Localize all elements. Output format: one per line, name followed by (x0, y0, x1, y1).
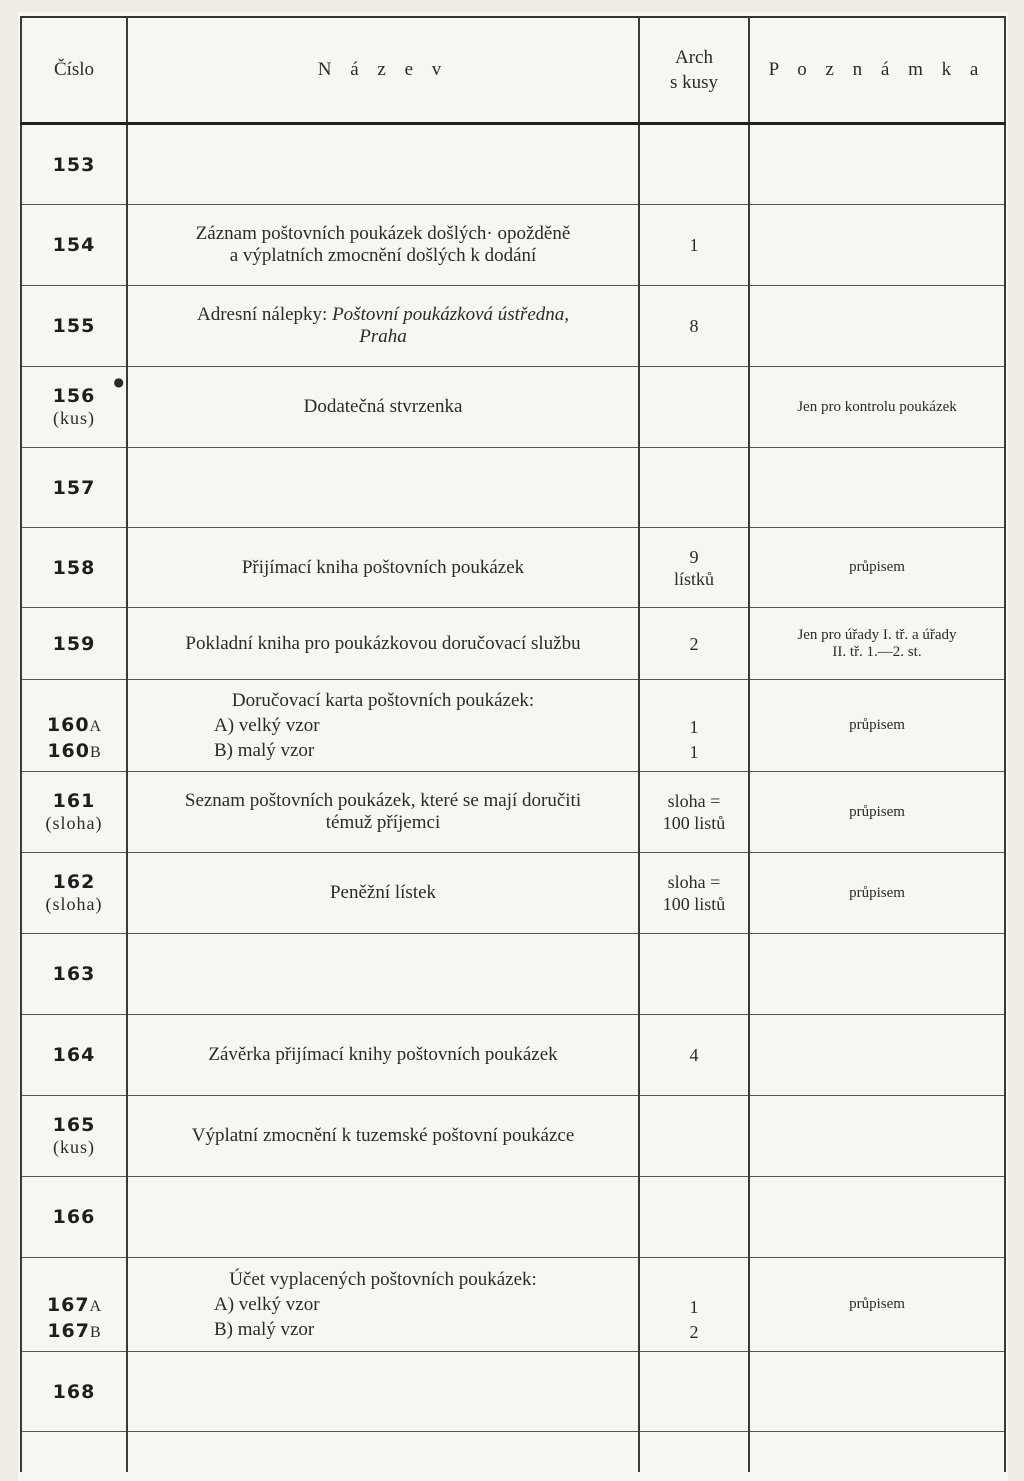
row-arch-cell (639, 772, 749, 853)
table-row (21, 528, 1005, 608)
table-row (21, 205, 1005, 286)
bullet-marker-icon: ● (113, 375, 124, 389)
row-arch-cell (639, 1096, 749, 1177)
row-number-cell (21, 367, 127, 448)
header-poznamka: P o z n á m k a (749, 17, 1005, 124)
form-title-line: Seznam poštovních poukázek, které se mají doručiti (184, 790, 582, 811)
row-title-cell: Dodatečná stvrzenka (127, 367, 639, 448)
table-row (21, 367, 1005, 448)
row-number-cell (21, 680, 127, 772)
header-arch (639, 17, 749, 124)
row-arch-cell (639, 853, 749, 934)
row-arch-cell (639, 1352, 749, 1432)
table-row (21, 608, 1005, 680)
row-arch-cell: 1 (639, 205, 749, 286)
form-number: 155 (52, 315, 96, 337)
form-title-heading: Účet vyplacených poštovních poukázek: (229, 1269, 537, 1290)
form-unit: (sloha) (45, 894, 103, 914)
form-number-line (22, 713, 126, 739)
form-variant-title: B) malý vzor (214, 1319, 315, 1340)
note-line: Jen pro úřady I. tř. a úřady (797, 626, 957, 643)
form-number: 154 (52, 234, 96, 256)
form-number: 161 (52, 790, 96, 812)
row-number-cell (21, 1015, 127, 1096)
form-unit: (kus) (53, 1137, 95, 1157)
row-number-cell (21, 205, 127, 286)
table-row (21, 286, 1005, 367)
form-variant: B (90, 744, 101, 761)
row-title-cell (127, 1258, 639, 1352)
row-note-cell (749, 1177, 1005, 1258)
form-variant-title: A) velký vzor (214, 715, 320, 736)
row-number-cell (21, 772, 127, 853)
row-number-cell (21, 853, 127, 934)
form-number: 156 (52, 385, 96, 407)
form-variant: B (90, 1324, 101, 1341)
form-number: 153 (52, 153, 96, 176)
form-number: 165 (52, 1114, 96, 1136)
table-row (21, 448, 1005, 528)
arch-value: 1 (689, 1297, 699, 1317)
row-title-cell (127, 680, 639, 772)
forms-table (20, 16, 1006, 1472)
form-unit: (sloha) (45, 813, 103, 833)
table-row (21, 1177, 1005, 1258)
row-number-cell (21, 448, 127, 528)
row-note-cell (749, 1096, 1005, 1177)
table-row (21, 1432, 1005, 1472)
form-number: 167 (46, 1294, 90, 1316)
arch-line: 100 listů (662, 813, 726, 833)
row-title-cell (127, 448, 639, 528)
form-unit: (kus) (53, 408, 95, 428)
row-arch-cell (639, 124, 749, 205)
form-number: 160 (46, 714, 90, 736)
table-row (21, 1352, 1005, 1432)
row-arch-cell (639, 528, 749, 608)
row-title-cell: Výplatní zmocnění k tuzemské poštovní poukázce (127, 1096, 639, 1177)
row-note-cell (749, 286, 1005, 367)
form-number: 157 (52, 476, 96, 499)
row-number-cell (21, 286, 127, 367)
row-title-cell (127, 286, 639, 367)
form-number: 168 (52, 1380, 96, 1403)
note-line: II. tř. 1.—2. st. (832, 643, 922, 660)
row-arch-cell (639, 1258, 749, 1352)
table-row (21, 1015, 1005, 1096)
row-note-cell (749, 1015, 1005, 1096)
row-title-cell (127, 1352, 639, 1432)
row-number-cell (21, 1258, 127, 1352)
row-arch-cell: 2 (639, 608, 749, 680)
row-note-cell (749, 205, 1005, 286)
row-note-cell (749, 608, 1005, 680)
form-number: 164 (52, 1044, 96, 1066)
row-title-cell (127, 772, 639, 853)
row-title-cell (127, 124, 639, 205)
form-number: 159 (52, 632, 96, 655)
form-number-line (22, 739, 126, 765)
row-number-cell (21, 1177, 127, 1258)
form-variant: A (89, 1298, 102, 1315)
row-note-cell (749, 1432, 1005, 1472)
form-title-italic: Poštovní poukázková ústředna, (332, 304, 569, 325)
row-note-cell: průpisem (749, 1258, 1005, 1352)
row-arch-cell: 4 (639, 1015, 749, 1096)
table-header-row (21, 17, 1005, 124)
row-title-cell (127, 1177, 639, 1258)
row-note-cell: průpisem (749, 853, 1005, 934)
row-title-cell (127, 1432, 639, 1472)
form-variant-title: A) velký vzor (214, 1294, 320, 1315)
row-arch-cell (639, 680, 749, 772)
row-arch-cell (639, 448, 749, 528)
row-arch-cell (639, 934, 749, 1015)
row-number-cell (21, 1096, 127, 1177)
row-number-cell (21, 124, 127, 205)
arch-line: 100 listů (662, 894, 726, 914)
row-number-cell (21, 1352, 127, 1432)
form-title-prefix: Adresní nálepky: (196, 304, 328, 325)
row-number-cell (21, 934, 127, 1015)
row-number-cell (21, 528, 127, 608)
form-title-heading: Doručovací karta poštovních poukázek: (231, 690, 535, 711)
arch-line: 9 (689, 546, 699, 567)
header-arch-line2: s kusy (669, 72, 719, 93)
form-number-line (22, 1319, 126, 1345)
form-title-italic: Praha (359, 326, 407, 347)
form-number: 167 (47, 1320, 90, 1342)
row-number-cell (21, 1432, 127, 1472)
header-cislo: Číslo (21, 17, 127, 124)
form-number: 163 (52, 963, 96, 985)
row-arch-cell: 8 (639, 286, 749, 367)
row-title-cell: Přijímací kniha poštovních poukázek (127, 528, 639, 608)
table-row (21, 1258, 1005, 1352)
table-row (21, 853, 1005, 934)
table-row (21, 1096, 1005, 1177)
form-title-line: Záznam poštovních poukázek došlých· opožděně (195, 223, 571, 244)
header-arch-line1: Arch (675, 47, 713, 68)
row-title-cell (127, 205, 639, 286)
row-title-cell: Pokladní kniha pro poukázkovou doručovací službu (127, 608, 639, 680)
row-note-cell (749, 448, 1005, 528)
row-title-cell: Peněžní lístek (127, 853, 639, 934)
row-note-cell: průpisem (749, 528, 1005, 608)
row-note-cell: průpisem (749, 772, 1005, 853)
arch-line: lístků (673, 568, 714, 589)
row-note-cell: průpisem (749, 680, 1005, 772)
table-row (21, 772, 1005, 853)
row-note-cell (749, 124, 1005, 205)
arch-value: 1 (689, 717, 699, 737)
table-row (21, 124, 1005, 205)
row-arch-cell (639, 1177, 749, 1258)
arch-value: 2 (689, 1322, 699, 1342)
form-title-line: a výplatních zmocnění došlých k dodání (229, 245, 537, 266)
row-note-cell (749, 1352, 1005, 1432)
form-title-line: témuž příjemci (325, 812, 441, 833)
form-number: 162 (52, 871, 96, 893)
form-number: 166 (52, 1206, 96, 1228)
row-arch-cell (639, 1432, 749, 1472)
form-number: 160 (47, 740, 90, 762)
arch-line: sloha = (667, 872, 721, 892)
row-note-cell: Jen pro kontrolu poukázek (749, 367, 1005, 448)
form-variant: A (89, 718, 102, 735)
table-row (21, 934, 1005, 1015)
form-number-line (22, 1293, 126, 1319)
row-arch-cell (639, 367, 749, 448)
row-note-cell (749, 934, 1005, 1015)
header-nazev: N á z e v (127, 17, 639, 124)
arch-line: sloha = (667, 791, 721, 811)
row-number-cell (21, 608, 127, 680)
form-variant-title: B) malý vzor (214, 740, 315, 761)
form-number: 158 (52, 556, 96, 579)
arch-value: 1 (689, 742, 699, 762)
row-title-cell: Závěrka přijímací knihy poštovních poukázek (127, 1015, 639, 1096)
row-title-cell (127, 934, 639, 1015)
table-row (21, 680, 1005, 772)
